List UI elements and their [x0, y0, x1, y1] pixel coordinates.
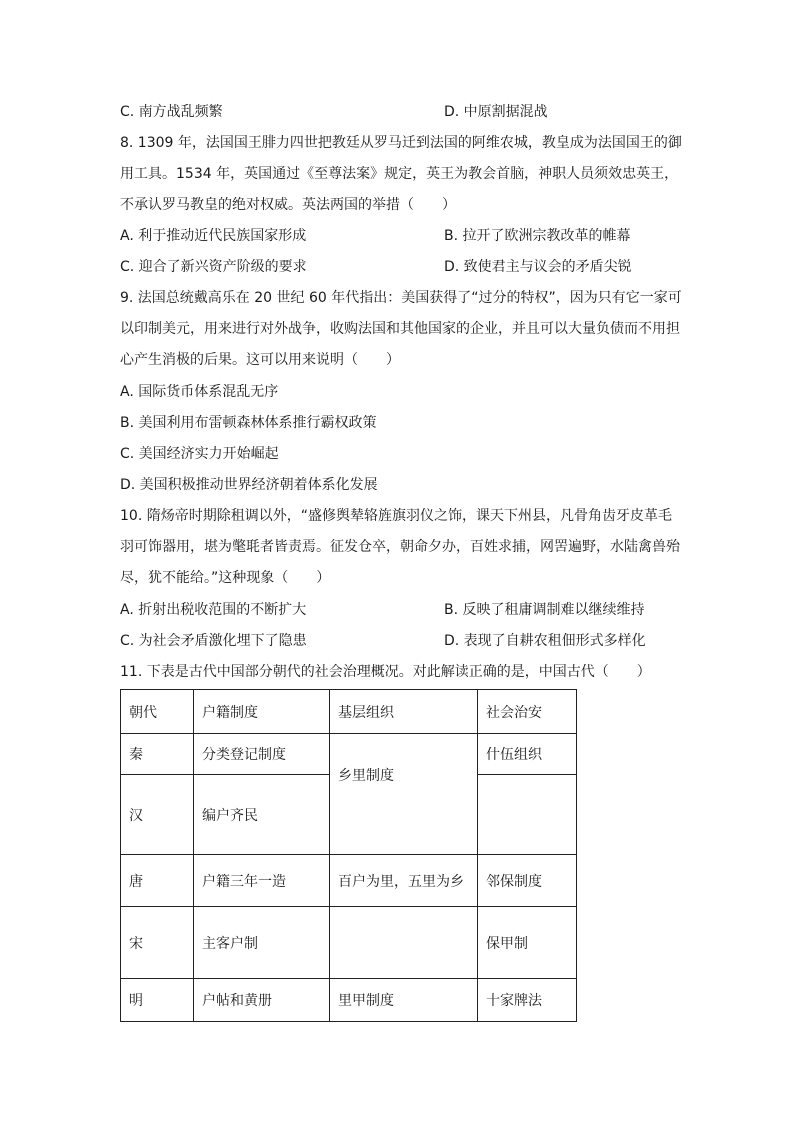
q8-option-d: D. 致使君主与议会的矛盾尖锐 — [444, 259, 632, 275]
table-row — [121, 734, 577, 775]
dynasty-cell: 宋 — [121, 907, 194, 979]
q8-option-a: A. 利于推动近代民族国家形成 — [120, 228, 307, 244]
header-dynasty: 朝代 — [121, 690, 194, 734]
q10-stem-line-1: 10. 隋炀帝时期除租调以外，“盛修舆辇辂旌旗羽仪之饰，课天下州县，凡骨角齿牙皮革毛 — [120, 508, 672, 524]
dynasty-cell: 汉 — [121, 775, 194, 855]
q9-option-b: B. 美国利用布雷顿森林体系推行霸权政策 — [120, 415, 377, 431]
q9-option-c: C. 美国经济实力开始崛起 — [120, 446, 279, 462]
dynasty-cell: 唐 — [121, 855, 194, 907]
q7-option-d: D. 中原割据混战 — [444, 104, 548, 120]
q8-stem-line-2: 用工具。1534 年，英国通过《至尊法案》规定，英王为教会首脑，神职人员须效忠英王， — [120, 166, 679, 182]
header-household: 户籍制度 — [194, 690, 330, 734]
security-cell — [478, 775, 577, 855]
q10-stem-line-3: 尽，犹不能给。”这种现象（ ） — [120, 570, 331, 586]
governance-table — [120, 689, 577, 1022]
q9-option-d: D. 美国积极推动世界经济朝着体系化发展 — [120, 477, 378, 493]
q10-option-c: C. 为社会矛盾激化埋下了隐患 — [120, 633, 307, 649]
q8-option-b: B. 拉开了欧洲宗教改革的帷幕 — [444, 228, 631, 244]
q9-option-a: A. 国际货币体系混乱无序 — [120, 384, 279, 400]
q8-option-c: C. 迎合了新兴资产阶级的要求 — [120, 259, 307, 275]
household-cell: 主客户制 — [194, 907, 330, 979]
household-cell: 户帖和黄册 — [194, 979, 330, 1022]
q10-option-d: D. 表现了自耕农租佃形式多样化 — [444, 633, 646, 649]
q9-stem-line-2: 以印制美元，用来进行对外战争，收购法国和其他国家的企业，并且可以大量负债而不用担 — [120, 321, 680, 337]
grassroots-cell: 里甲制度 — [330, 979, 478, 1022]
grassroots-cell: 百户为里，五里为乡 — [330, 855, 478, 907]
household-cell: 编户齐民 — [194, 775, 330, 855]
q11-stem: 11. 下表是古代中国部分朝代的社会治理概况。对此解读正确的是，中国古代（ ） — [120, 664, 651, 680]
q10-option-b: B. 反映了租庸调制难以继续维持 — [444, 602, 645, 618]
q8-stem-line-3: 不承认罗马教皇的绝对权威。英法两国的举措（ ） — [120, 197, 456, 213]
q8-stem-line-1: 8. 1309 年，法国国王腓力四世把教廷从罗马迁到法国的阿维农城，教皇成为法国国王的御 — [120, 135, 682, 151]
security-cell: 什伍组织 — [478, 734, 577, 775]
q10-option-a: A. 折射出税收范围的不断扩大 — [120, 602, 307, 618]
table-header-row — [121, 690, 577, 734]
dynasty-cell: 明 — [121, 979, 194, 1022]
grassroots-cell — [330, 907, 478, 979]
household-cell: 分类登记制度 — [194, 734, 330, 775]
household-cell: 户籍三年一造 — [194, 855, 330, 907]
security-cell: 十家牌法 — [478, 979, 577, 1022]
table-row — [121, 979, 577, 1022]
q7-option-c: C. 南方战乱频繁 — [120, 104, 223, 120]
table-row — [121, 907, 577, 979]
grassroots-cell: 乡里制度 — [330, 734, 478, 855]
q9-stem-line-1: 9. 法国总统戴高乐在 20 世纪 60 年代指出：美国获得了“过分的特权”，因为只有它一家可 — [120, 290, 682, 306]
q9-stem-line-3: 心产生消极的后果。这可以用来说明（ ） — [120, 352, 400, 368]
q10-stem-line-2: 羽可饰器用，堪为氅毦者皆责焉。征发仓卒，朝命夕办，百姓求捕，网罟遍野，水陆禽兽殆 — [120, 539, 680, 555]
table-row — [121, 855, 577, 907]
security-cell: 保甲制 — [478, 907, 577, 979]
header-security: 社会治安 — [478, 690, 577, 734]
header-grassroots: 基层组织 — [330, 690, 478, 734]
dynasty-cell: 秦 — [121, 734, 194, 775]
security-cell: 邻保制度 — [478, 855, 577, 907]
